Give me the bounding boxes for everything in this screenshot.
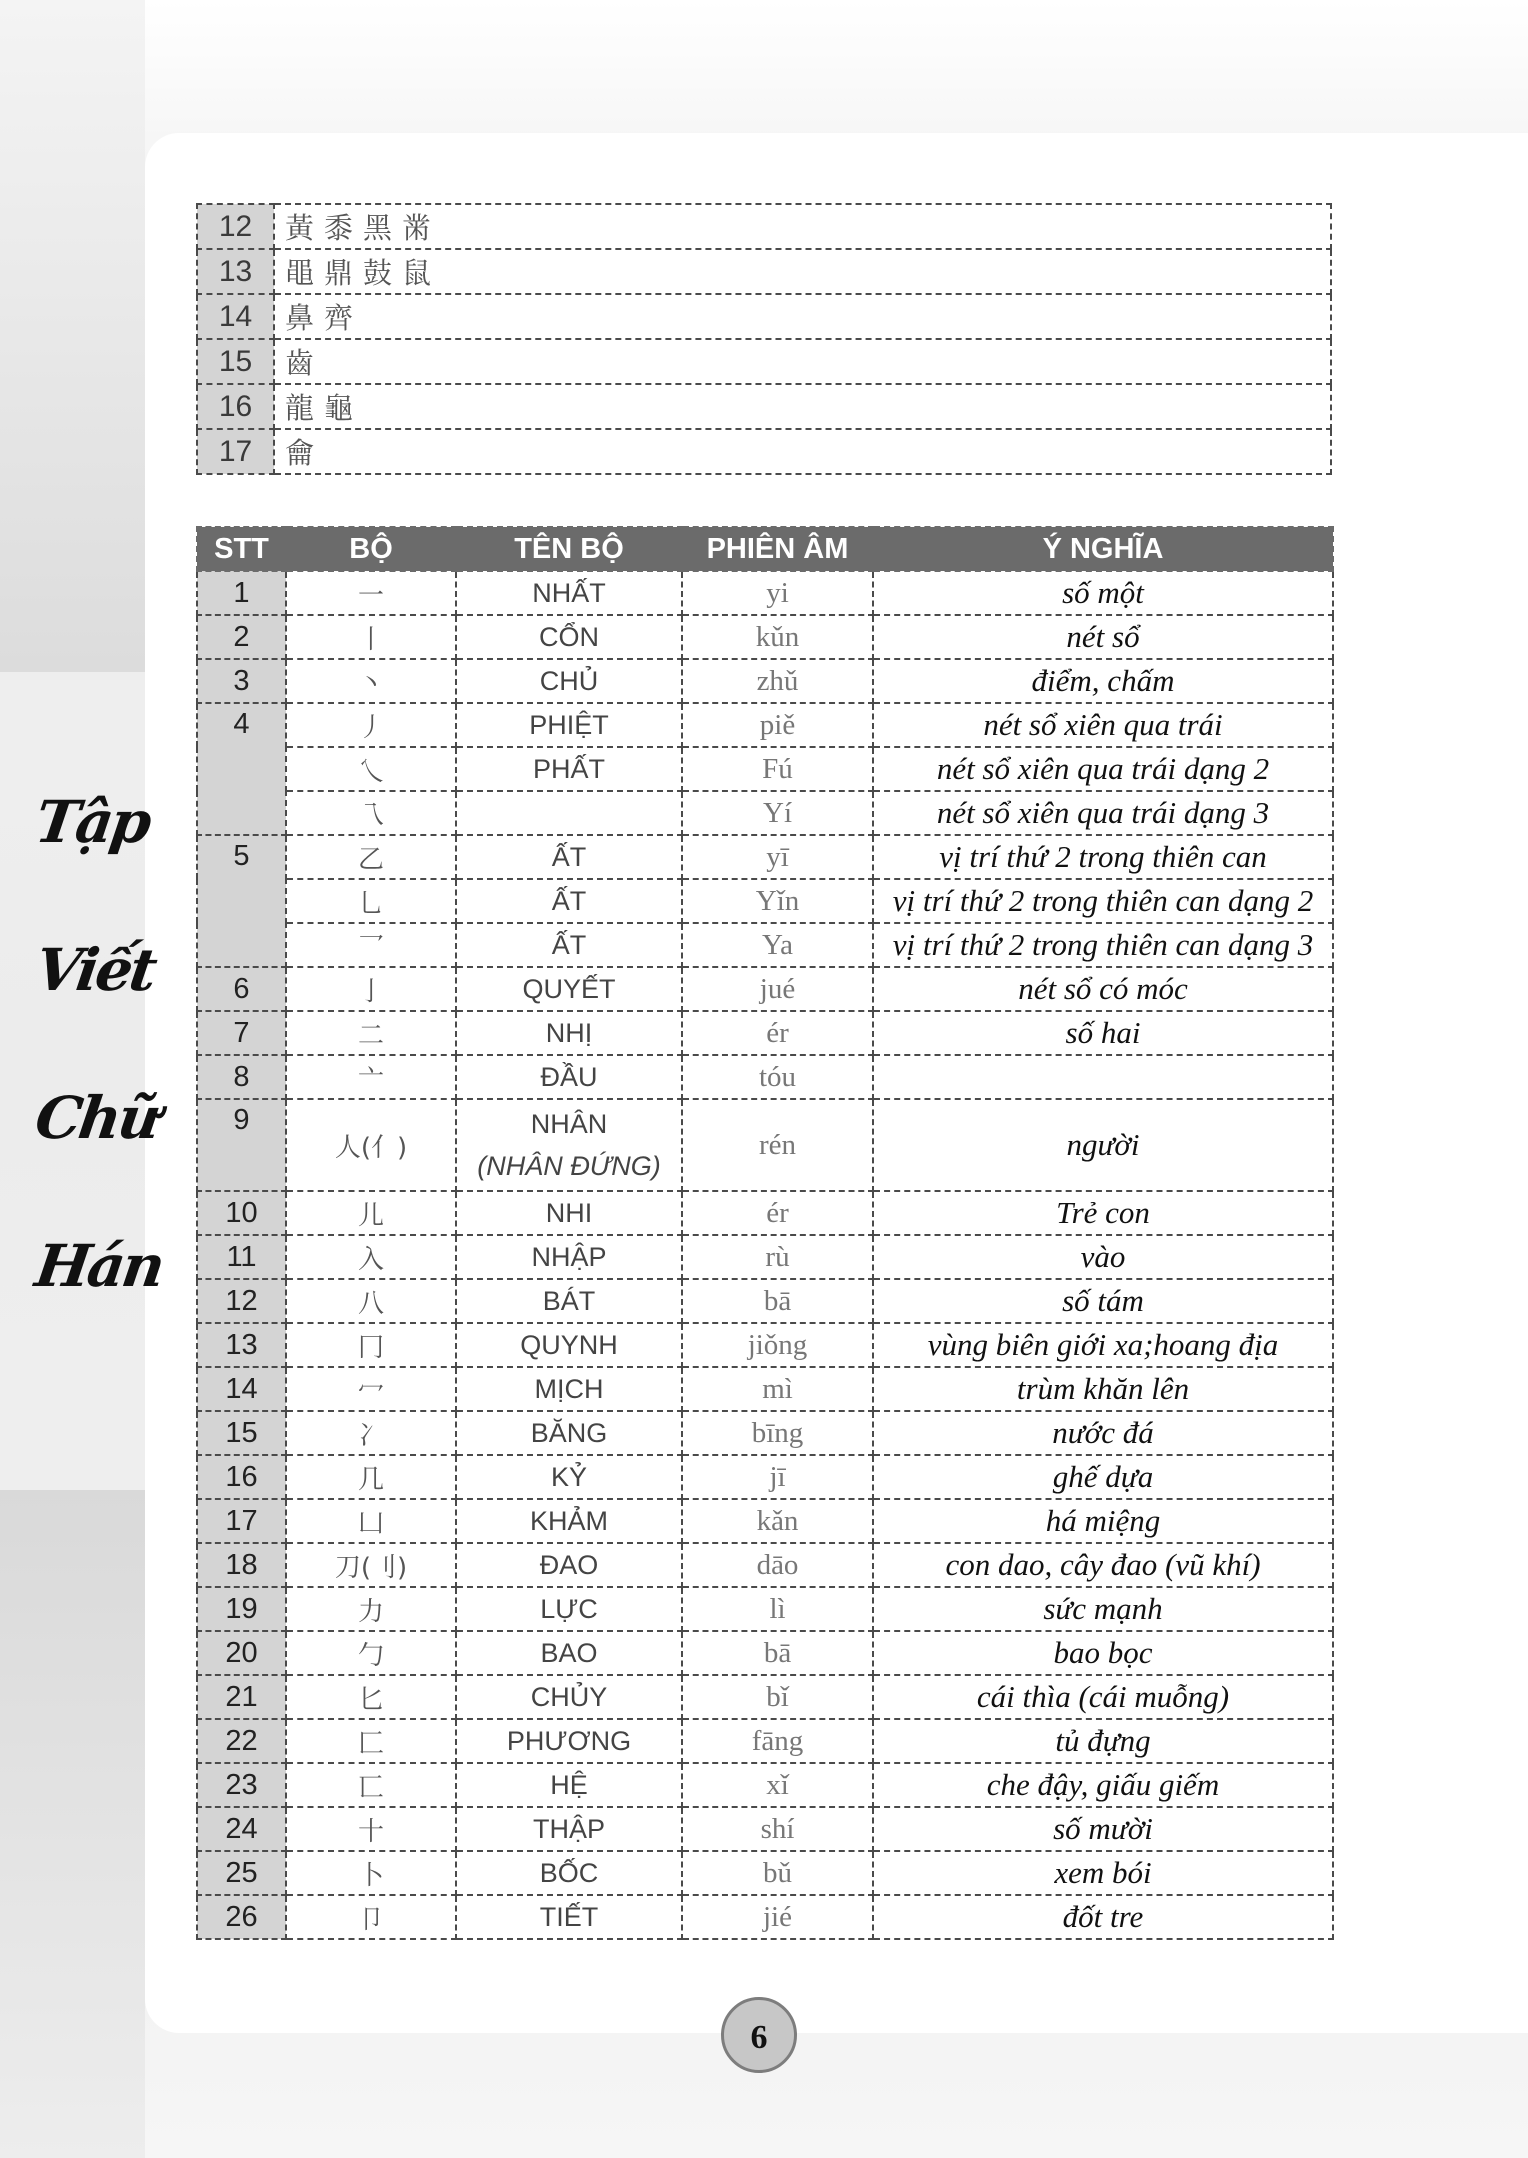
radical-cell: 力 bbox=[286, 1587, 456, 1631]
table-row bbox=[197, 1631, 1333, 1675]
side-title-word: Tập bbox=[31, 788, 154, 856]
meaning-cell: nét sổ xiên qua trái dạng 2 bbox=[873, 747, 1333, 791]
row-number: 20 bbox=[197, 1631, 286, 1675]
table-row bbox=[197, 1851, 1333, 1895]
table-row bbox=[197, 659, 1333, 703]
row-number: 11 bbox=[197, 1235, 286, 1279]
radical-name-cell: QUYNH bbox=[456, 1323, 682, 1367]
meaning-cell: số mười bbox=[873, 1807, 1333, 1851]
row-number: 19 bbox=[197, 1587, 286, 1631]
meaning-cell: trùm khăn lên bbox=[873, 1367, 1333, 1411]
radical-cell: 冖 bbox=[286, 1367, 456, 1411]
row-number: 15 bbox=[197, 1411, 286, 1455]
radical-list: 鼻齊 bbox=[274, 294, 1331, 339]
meaning-cell: nước đá bbox=[873, 1411, 1333, 1455]
table-row bbox=[197, 339, 1331, 384]
row-number: 8 bbox=[197, 1055, 286, 1099]
side-title bbox=[31, 788, 176, 1382]
meaning-cell: số một bbox=[873, 571, 1333, 615]
table-row bbox=[197, 204, 1331, 249]
radical-name-cell: CHỦ bbox=[456, 659, 682, 703]
column-header-name: TÊN BỘ bbox=[456, 527, 682, 571]
meaning-cell bbox=[873, 1055, 1333, 1099]
radical-cell: 人(亻) bbox=[286, 1099, 456, 1191]
stroke-count: 14 bbox=[197, 294, 274, 339]
radical-name-cell: ĐẦU bbox=[456, 1055, 682, 1099]
radical-name-cell: BỐC bbox=[456, 1851, 682, 1895]
meaning-cell: nét sổ xiên qua trái dạng 3 bbox=[873, 791, 1333, 835]
radical-cell: 丨 bbox=[286, 615, 456, 659]
table-row bbox=[197, 1099, 1333, 1191]
table-row bbox=[197, 791, 1333, 835]
radical-table-body bbox=[197, 571, 1333, 1939]
pinyin-cell: kǎn bbox=[682, 1499, 873, 1543]
table-row bbox=[197, 923, 1333, 967]
radical-name-variant: (NHÂN ĐỨNG) bbox=[477, 1151, 661, 1181]
table-row bbox=[197, 1235, 1333, 1279]
radical-name-cell: BĂNG bbox=[456, 1411, 682, 1455]
pinyin-cell: ér bbox=[682, 1011, 873, 1055]
radical-list: 龠 bbox=[274, 429, 1331, 474]
stroke-count: 16 bbox=[197, 384, 274, 429]
side-band-top bbox=[0, 0, 145, 672]
table-row bbox=[197, 384, 1331, 429]
meaning-cell: vào bbox=[873, 1235, 1333, 1279]
side-title-word: Viết bbox=[31, 936, 159, 1004]
table-row bbox=[197, 1807, 1333, 1851]
meaning-cell: che đậy, giấu giếm bbox=[873, 1763, 1333, 1807]
meaning-cell: tủ đựng bbox=[873, 1719, 1333, 1763]
table-row bbox=[197, 1499, 1333, 1543]
table-row bbox=[197, 615, 1333, 659]
pinyin-cell: dāo bbox=[682, 1543, 873, 1587]
pinyin-cell: tóu bbox=[682, 1055, 873, 1099]
row-number: 4 bbox=[197, 703, 286, 835]
radical-cell: 儿 bbox=[286, 1191, 456, 1235]
table-row bbox=[197, 1719, 1333, 1763]
radical-name-cell: KHẢM bbox=[456, 1499, 682, 1543]
meaning-cell: đốt tre bbox=[873, 1895, 1333, 1939]
pinyin-cell: ér bbox=[682, 1191, 873, 1235]
radical-name-cell bbox=[456, 1099, 682, 1191]
meaning-cell: ghế dựa bbox=[873, 1455, 1333, 1499]
radical-name-cell: ẤT bbox=[456, 835, 682, 879]
radical-cell: 乛 bbox=[286, 923, 456, 967]
table-row bbox=[197, 294, 1331, 339]
radical-cell: 乚 bbox=[286, 879, 456, 923]
meaning-cell: người bbox=[873, 1099, 1333, 1191]
pinyin-cell: bīng bbox=[682, 1411, 873, 1455]
row-number: 2 bbox=[197, 615, 286, 659]
table-row bbox=[197, 1279, 1333, 1323]
meaning-cell: xem bói bbox=[873, 1851, 1333, 1895]
row-number: 16 bbox=[197, 1455, 286, 1499]
meaning-cell: vị trí thứ 2 trong thiên can bbox=[873, 835, 1333, 879]
radical-cell: 入 bbox=[286, 1235, 456, 1279]
radical-cell: 几 bbox=[286, 1455, 456, 1499]
radical-table bbox=[196, 526, 1334, 1940]
table-row bbox=[197, 571, 1333, 615]
row-number: 25 bbox=[197, 1851, 286, 1895]
side-title-word: Hán bbox=[31, 1232, 167, 1300]
row-number: 1 bbox=[197, 571, 286, 615]
pinyin-cell: bā bbox=[682, 1279, 873, 1323]
pinyin-cell: lì bbox=[682, 1587, 873, 1631]
meaning-cell: Trẻ con bbox=[873, 1191, 1333, 1235]
pinyin-cell: yi bbox=[682, 571, 873, 615]
radical-cell: 冫 bbox=[286, 1411, 456, 1455]
radical-cell: 八 bbox=[286, 1279, 456, 1323]
meaning-cell: há miệng bbox=[873, 1499, 1333, 1543]
pinyin-cell: fāng bbox=[682, 1719, 873, 1763]
radical-name-cell: PHƯƠNG bbox=[456, 1719, 682, 1763]
radical-name: NHÂN bbox=[530, 1109, 608, 1139]
table-row bbox=[197, 1455, 1333, 1499]
radical-name-cell: ẤT bbox=[456, 923, 682, 967]
pinyin-cell: bā bbox=[682, 1631, 873, 1675]
table-row bbox=[197, 1055, 1333, 1099]
meaning-cell: số hai bbox=[873, 1011, 1333, 1055]
table-row bbox=[197, 1763, 1333, 1807]
radical-cell: 匕 bbox=[286, 1675, 456, 1719]
row-number: 12 bbox=[197, 1279, 286, 1323]
pinyin-cell: zhǔ bbox=[682, 659, 873, 703]
column-header-stt: STT bbox=[197, 527, 286, 571]
row-number: 13 bbox=[197, 1323, 286, 1367]
radical-cell: 亠 bbox=[286, 1055, 456, 1099]
side-title-word: Chữ bbox=[31, 1084, 163, 1152]
row-number: 23 bbox=[197, 1763, 286, 1807]
radical-name-cell: QUYẾT bbox=[456, 967, 682, 1011]
row-number: 24 bbox=[197, 1807, 286, 1851]
table-row bbox=[197, 1587, 1333, 1631]
radical-list: 黽鼎鼓鼠 bbox=[274, 249, 1331, 294]
table-row bbox=[197, 1191, 1333, 1235]
radical-cell: 丿 bbox=[286, 703, 456, 747]
radical-cell: 匚 bbox=[286, 1719, 456, 1763]
radical-cell: 乙 bbox=[286, 835, 456, 879]
meaning-cell: vị trí thứ 2 trong thiên can dạng 2 bbox=[873, 879, 1333, 923]
radical-name-cell: BÁT bbox=[456, 1279, 682, 1323]
pinyin-cell: xǐ bbox=[682, 1763, 873, 1807]
table-row bbox=[197, 249, 1331, 294]
radical-name-cell: NHẤT bbox=[456, 571, 682, 615]
radical-cell: 卩 bbox=[286, 1895, 456, 1939]
radical-cell: 一 bbox=[286, 571, 456, 615]
table-row bbox=[197, 835, 1333, 879]
meaning-cell: vị trí thứ 2 trong thiên can dạng 3 bbox=[873, 923, 1333, 967]
stroke-count: 13 bbox=[197, 249, 274, 294]
row-number: 18 bbox=[197, 1543, 286, 1587]
table-row bbox=[197, 967, 1333, 1011]
radical-list: 龍龜 bbox=[274, 384, 1331, 429]
page-number: 6 bbox=[721, 1997, 797, 2073]
table-row bbox=[197, 1367, 1333, 1411]
column-header-radical: BỘ bbox=[286, 527, 456, 571]
pinyin-cell: kǔn bbox=[682, 615, 873, 659]
pinyin-cell: rén bbox=[682, 1099, 873, 1191]
stroke-count: 12 bbox=[197, 204, 274, 249]
radical-name-cell: PHIỆT bbox=[456, 703, 682, 747]
radical-cell: 丶 bbox=[286, 659, 456, 703]
table-row bbox=[197, 1895, 1333, 1939]
radical-cell: 匸 bbox=[286, 1763, 456, 1807]
pinyin-cell: piě bbox=[682, 703, 873, 747]
pinyin-cell: rù bbox=[682, 1235, 873, 1279]
radical-cell: 二 bbox=[286, 1011, 456, 1055]
radical-name-cell: KỶ bbox=[456, 1455, 682, 1499]
radical-name-cell: BAO bbox=[456, 1631, 682, 1675]
pinyin-cell: yī bbox=[682, 835, 873, 879]
pinyin-cell: bǔ bbox=[682, 1851, 873, 1895]
pinyin-cell: jiǒng bbox=[682, 1323, 873, 1367]
pinyin-cell: jié bbox=[682, 1895, 873, 1939]
radical-cell: 乀 bbox=[286, 747, 456, 791]
radical-name-cell: LỰC bbox=[456, 1587, 682, 1631]
meaning-cell: nét sổ bbox=[873, 615, 1333, 659]
radical-name-cell: CHỦY bbox=[456, 1675, 682, 1719]
radical-cell: 卜 bbox=[286, 1851, 456, 1895]
radical-cell: 亅 bbox=[286, 967, 456, 1011]
meaning-cell: số tám bbox=[873, 1279, 1333, 1323]
side-band-bottom bbox=[0, 1490, 145, 2158]
pinyin-cell: Fú bbox=[682, 747, 873, 791]
table-row bbox=[197, 879, 1333, 923]
meaning-cell: bao bọc bbox=[873, 1631, 1333, 1675]
radical-name-cell: THẬP bbox=[456, 1807, 682, 1851]
pinyin-cell: jī bbox=[682, 1455, 873, 1499]
meaning-cell: cái thìa (cái muỗng) bbox=[873, 1675, 1333, 1719]
row-number: 14 bbox=[197, 1367, 286, 1411]
table-row bbox=[197, 1675, 1333, 1719]
table-row bbox=[197, 1543, 1333, 1587]
radical-cell: 十 bbox=[286, 1807, 456, 1851]
row-number: 6 bbox=[197, 967, 286, 1011]
radical-name-cell: TIẾT bbox=[456, 1895, 682, 1939]
pinyin-cell: Yǐn bbox=[682, 879, 873, 923]
row-number: 7 bbox=[197, 1011, 286, 1055]
row-number: 21 bbox=[197, 1675, 286, 1719]
row-number: 9 bbox=[197, 1099, 286, 1191]
column-header-pinyin: PHIÊN ÂM bbox=[682, 527, 873, 571]
radical-name-cell: PHẤT bbox=[456, 747, 682, 791]
column-header-meaning: Ý NGHĨA bbox=[873, 527, 1333, 571]
radical-cell: 刀(刂) bbox=[286, 1543, 456, 1587]
radical-list: 黃黍黑黹 bbox=[274, 204, 1331, 249]
meaning-cell: vùng biên giới xa;hoang địa bbox=[873, 1323, 1333, 1367]
table-row bbox=[197, 703, 1333, 747]
table-row bbox=[197, 747, 1333, 791]
radical-name-cell: NHI bbox=[456, 1191, 682, 1235]
pinyin-cell: bǐ bbox=[682, 1675, 873, 1719]
radical-cell: 冂 bbox=[286, 1323, 456, 1367]
radical-stroke-table bbox=[196, 203, 1332, 475]
meaning-cell: nét sổ xiên qua trái bbox=[873, 703, 1333, 747]
radical-list: 齒 bbox=[274, 339, 1331, 384]
stroke-count: 15 bbox=[197, 339, 274, 384]
stroke-count: 17 bbox=[197, 429, 274, 474]
radical-cell: 乁 bbox=[286, 791, 456, 835]
radical-name-cell: MỊCH bbox=[456, 1367, 682, 1411]
row-number: 5 bbox=[197, 835, 286, 967]
meaning-cell: con dao, cây đao (vũ khí) bbox=[873, 1543, 1333, 1587]
meaning-cell: điểm, chấm bbox=[873, 659, 1333, 703]
pinyin-cell: Ya bbox=[682, 923, 873, 967]
radical-name-cell: NHỊ bbox=[456, 1011, 682, 1055]
table-header-row bbox=[197, 527, 1333, 571]
row-number: 10 bbox=[197, 1191, 286, 1235]
radical-name-cell: CỔN bbox=[456, 615, 682, 659]
radical-name-cell: HỆ bbox=[456, 1763, 682, 1807]
row-number: 26 bbox=[197, 1895, 286, 1939]
row-number: 17 bbox=[197, 1499, 286, 1543]
table-row bbox=[197, 1323, 1333, 1367]
row-number: 22 bbox=[197, 1719, 286, 1763]
radical-name-cell bbox=[456, 791, 682, 835]
pinyin-cell: mì bbox=[682, 1367, 873, 1411]
table-row bbox=[197, 1011, 1333, 1055]
pinyin-cell: shí bbox=[682, 1807, 873, 1851]
table-row bbox=[197, 1411, 1333, 1455]
table-row bbox=[197, 429, 1331, 474]
radical-name-cell: ĐAO bbox=[456, 1543, 682, 1587]
radical-name-cell: NHẬP bbox=[456, 1235, 682, 1279]
radical-cell: 勹 bbox=[286, 1631, 456, 1675]
row-number: 3 bbox=[197, 659, 286, 703]
pinyin-cell: jué bbox=[682, 967, 873, 1011]
pinyin-cell: Yí bbox=[682, 791, 873, 835]
meaning-cell: sức mạnh bbox=[873, 1587, 1333, 1631]
radical-cell: 凵 bbox=[286, 1499, 456, 1543]
radical-name-cell: ẤT bbox=[456, 879, 682, 923]
meaning-cell: nét sổ có móc bbox=[873, 967, 1333, 1011]
